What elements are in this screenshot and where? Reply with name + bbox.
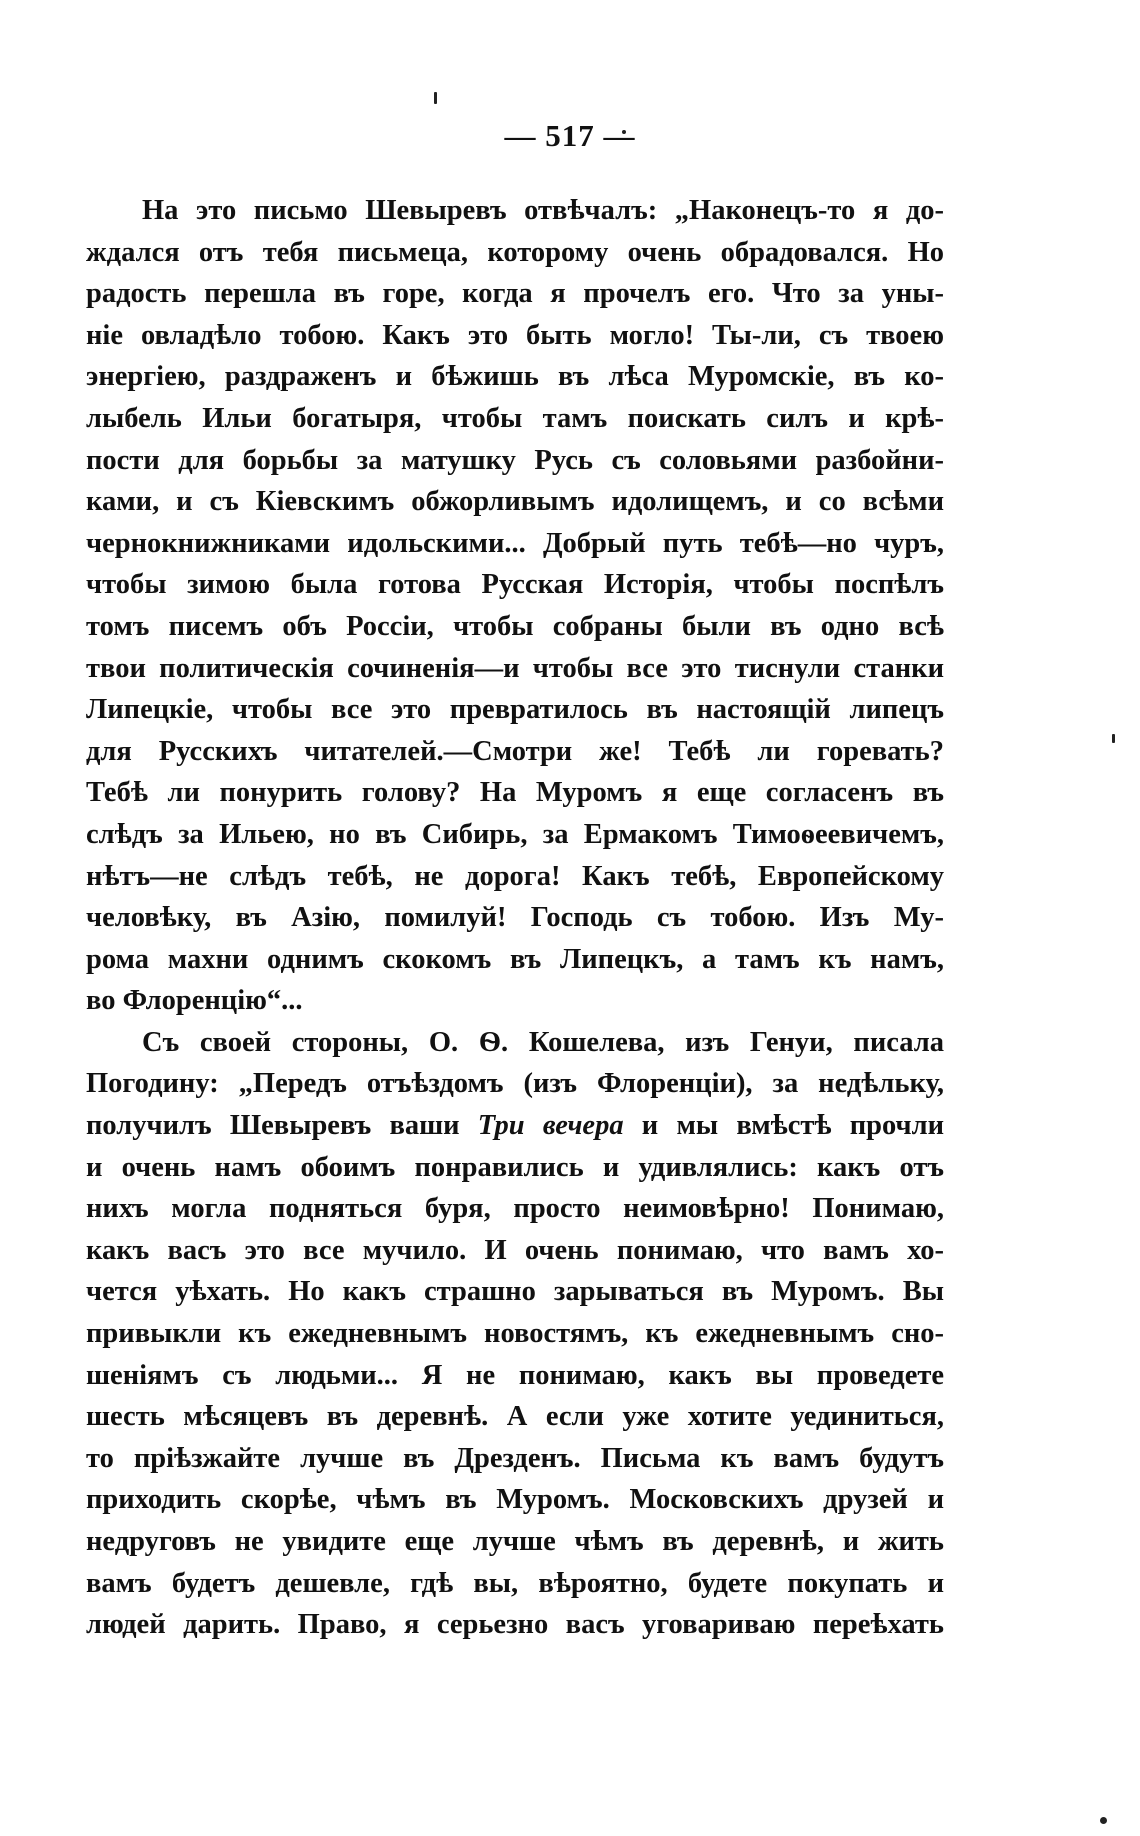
text-fragment: получилъ Шевыревъ ваши — [86, 1110, 478, 1142]
text-line: энергіею, раздраженъ и бѣжишь въ лѣса Муромскіе, въ ко- — [86, 361, 944, 393]
text-line: Погодину: „Передъ отъѣздомъ (изъ Флоренціи), за недѣльку, — [86, 1068, 944, 1100]
text-line: На это письмо Шевыревъ отвѣчалъ: „Наконецъ-то я до- — [142, 195, 944, 226]
text-line: привыкли къ ежедневнымъ новостямъ, къ ежедневнымъ сно- — [86, 1318, 944, 1350]
text-line: радость перешла въ горе, когда я прочелъ его. Что за уны- — [86, 278, 944, 310]
print-speck — [1100, 1817, 1107, 1824]
text-line: Тебѣ ли понурить голову? На Муромъ я еще согласенъ въ — [86, 777, 944, 809]
text-line: чернокнижниками идольскими... Добрый путь тебѣ—но чуръ, — [86, 527, 944, 559]
text-line: твои политическія сочиненія—и чтобы все это тиснули станки — [86, 652, 944, 684]
text-line: какъ васъ это все мучило. И очень понимаю, что вамъ хо- — [86, 1234, 944, 1266]
text-line: во Флоренцію“... — [86, 985, 303, 1017]
text-line: шесть мѣсяцевъ въ деревнѣ. А если уже хотите уединиться, — [86, 1401, 944, 1433]
text-line: Съ своей стороны, О. Ѳ. Кошелева, изъ Генуи, писала — [142, 1026, 944, 1058]
text-line: и очень намъ обоимъ понравились и удивлялись: какъ отъ — [86, 1151, 944, 1183]
text-line: то пріѣзжайте лучше въ Дрезденъ. Письма къ вамъ будутъ — [86, 1442, 944, 1474]
paragraph-1 — [86, 190, 944, 1022]
text-line: слѣдъ за Ильею, но въ Сибирь, за Ермакомъ Тимоѳеевичемъ, — [86, 818, 944, 850]
text-line: ніе овладѣло тобою. Какъ это быть могло! Ты-ли, съ твоею — [86, 319, 944, 351]
text-line: Липецкіе, чтобы все это превратилось въ настоящій липецъ — [86, 694, 944, 726]
text-line: ждался отъ тебя письмеца, которому очень обрадовался. Но — [86, 236, 944, 268]
print-speck — [1112, 734, 1115, 743]
text-line: человѣку, въ Азію, помилуй! Господь съ тобою. Изъ Му- — [86, 902, 944, 934]
page-number: — 517 — — [504, 118, 636, 153]
text-line: людей дарить. Право, я серьезно васъ уговариваю переѣхать — [86, 1609, 944, 1641]
text-line: лыбель Ильи богатыря, чтобы тамъ поискать силъ и крѣ- — [86, 402, 944, 434]
text-line-with-title — [86, 1105, 944, 1147]
text-line: томъ писемъ объ Россіи, чтобы собраны были въ одно всѣ — [86, 610, 944, 642]
text-line: нихъ могла подняться буря, просто неимовѣрно! Понимаю, — [86, 1193, 944, 1225]
body-text — [86, 190, 944, 1646]
text-line: приходить скорѣе, чѣмъ въ Муромъ. Московскихъ друзей и — [86, 1484, 944, 1516]
text-line: вамъ будетъ дешевле, гдѣ вы, вѣроятно, будете покупать и — [86, 1567, 944, 1599]
paragraph-2 — [86, 1022, 944, 1646]
text-line: шеніямъ съ людьми... Я не понимаю, какъ вы проведете — [86, 1359, 944, 1391]
book-title-italic: Три вечера — [477, 1110, 624, 1142]
text-line: недруговъ не увидите еще лучше чѣмъ въ деревнѣ, и жить — [86, 1526, 944, 1557]
text-line: нѣтъ—не слѣдъ тебѣ, не дорога! Какъ тебѣ, Европейскому — [86, 860, 944, 892]
text-fragment: и мы вмѣстѣ прочли — [623, 1110, 944, 1142]
text-line: ками, и съ Кіевскимъ обжорливымъ идолищемъ, и со всѣми — [86, 486, 944, 518]
text-line: пости для борьбы за матушку Русь съ соловьями разбойни- — [86, 444, 944, 476]
text-line: чется уѣхать. Но какъ страшно зарываться въ Муромъ. Вы — [86, 1276, 944, 1308]
print-speck — [434, 92, 437, 104]
text-line: чтобы зимою была готова Русская Исторія, чтобы поспѣлъ — [86, 569, 944, 601]
text-line: для Русскихъ читателей.—Смотри же! Тебѣ ли горевать? — [86, 735, 944, 767]
text-line: рома махни однимъ скокомъ въ Липецкъ, а тамъ къ намъ, — [86, 943, 944, 975]
